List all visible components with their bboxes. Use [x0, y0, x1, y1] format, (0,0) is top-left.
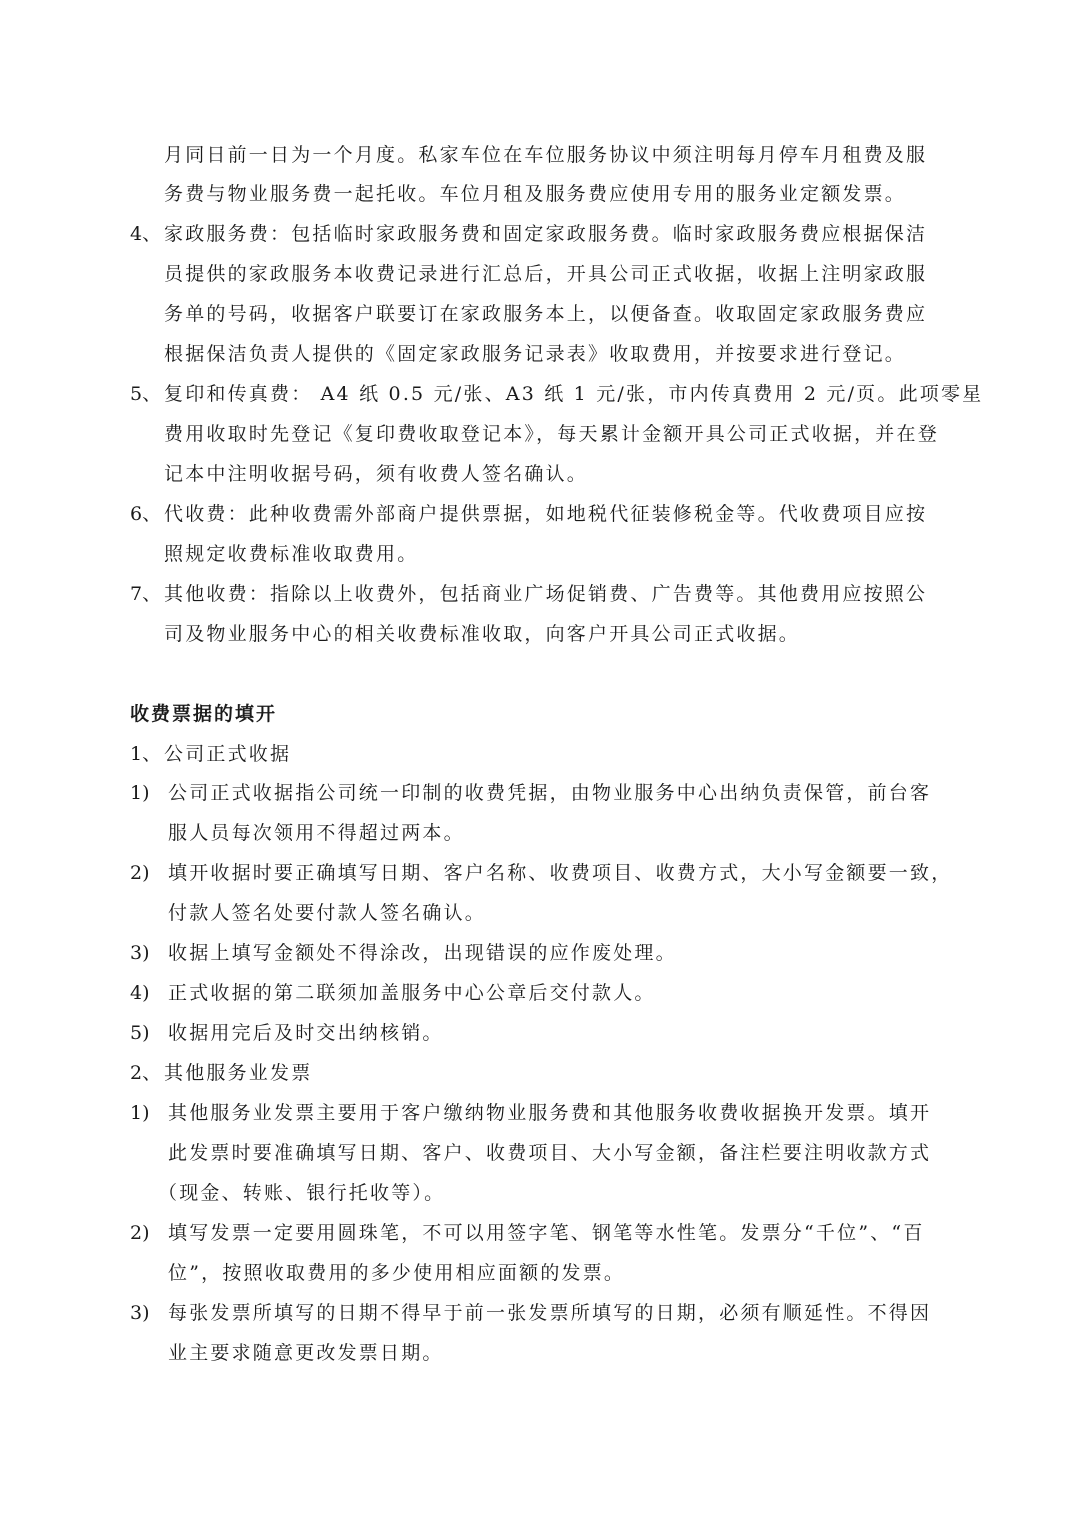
list-item-line: 复印和传真费： A4 纸 0.5 元/张、A3 纸 1 元/张，市内传真费用 2 元/页。此项零星: [164, 383, 984, 405]
list-item-line: 记本中注明收据号码，须有收费人签名确认。: [164, 463, 589, 485]
list-number: 5): [130, 1022, 150, 1044]
list-number: 4、: [130, 223, 162, 245]
list-item-line: 填写发票一定要用圆珠笔，不可以用签字笔、钢笔等水性笔。发票分“千位”、“百: [168, 1222, 925, 1244]
list-item-line: 照规定收费标准收取费用。: [164, 543, 419, 565]
list-item-line: 根据保洁负责人提供的《固定家政服务记录表》收取费用，并按要求进行登记。: [164, 343, 907, 365]
subsection-number: 1、: [130, 743, 162, 765]
list-item-line: 公司正式收据指公司统一印制的收费凭据，由物业服务中心出纳负责保管，前台客: [168, 782, 932, 804]
list-number: 6、: [130, 503, 162, 525]
list-item-line: 费用收取时先登记《复印费收取登记本》，每天累计金额开具公司正式收据，并在登: [164, 423, 939, 445]
list-number: 3): [130, 1302, 150, 1324]
list-item-line: 填开收据时要正确填写日期、客户名称、收费项目、收费方式，大小写金额要一致，: [168, 862, 953, 884]
list-number: 1): [130, 1102, 150, 1124]
list-item-line: 业主要求随意更改发票日期。: [168, 1342, 444, 1364]
list-item-line: 其他服务业发票主要用于客户缴纳物业服务费和其他服务收费收据换开发票。填开: [168, 1102, 932, 1124]
subsection-title: 其他服务业发票: [164, 1062, 313, 1084]
continuation-line: 月同日前一日为一个月度。私家车位在车位服务协议中须注明每月停车月租费及服: [164, 144, 928, 166]
list-item-line: 其他收费：指除以上收费外，包括商业广场促销费、广告费等。其他费用应按照公: [164, 583, 928, 605]
list-item-line: 此发票时要准确填写日期、客户、收费项目、大小写金额，备注栏要注明收款方式: [168, 1142, 932, 1164]
section-title: 收费票据的填开: [130, 703, 278, 725]
list-number: 5、: [130, 383, 162, 405]
list-item-line: 家政服务费：包括临时家政服务费和固定家政服务费。临时家政服务费应根据保洁: [164, 223, 928, 245]
list-item-line: 司及物业服务中心的相关收费标准收取，向客户开具公司正式收据。: [164, 623, 801, 645]
list-item-line: 收据上填写金额处不得涂改，出现错误的应作废处理。: [168, 942, 677, 964]
list-item-line: 正式收据的第二联须加盖服务中心公章后交付款人。: [168, 982, 656, 1004]
list-item-line: 代收费：此种收费需外部商户提供票据，如地税代征装修税金等。代收费项目应按: [164, 503, 928, 525]
subsection-title: 公司正式收据: [164, 743, 292, 765]
continuation-line: 务费与物业服务费一起托收。车位月租及服务费应使用专用的服务业定额发票。: [164, 183, 907, 205]
list-item-line: 付款人签名处要付款人签名确认。: [168, 902, 487, 924]
list-number: 2): [130, 1222, 150, 1244]
list-number: 7、: [130, 583, 162, 605]
list-item-line: 服人员每次领用不得超过两本。: [168, 822, 465, 844]
list-number: 3): [130, 942, 150, 964]
list-item-line: 员提供的家政服务本收费记录进行汇总后，开具公司正式收据，收据上注明家政服: [164, 263, 928, 285]
list-number: 2): [130, 862, 150, 884]
list-number: 4): [130, 982, 150, 1004]
list-item-line: 务单的号码，收据客户联要订在家政服务本上，以便备查。收取固定家政服务费应: [164, 303, 928, 325]
list-item-line: 位”，按照收取费用的多少使用相应面额的发票。: [168, 1262, 626, 1284]
list-item-line: 每张发票所填写的日期不得早于前一张发票所填写的日期，必须有顺延性。不得因: [168, 1302, 932, 1324]
list-item-line: 收据用完后及时交出纳核销。: [168, 1022, 444, 1044]
list-item-line: （现金、转账、银行托收等）。: [158, 1182, 446, 1204]
subsection-number: 2、: [130, 1062, 162, 1084]
list-number: 1): [130, 782, 150, 804]
